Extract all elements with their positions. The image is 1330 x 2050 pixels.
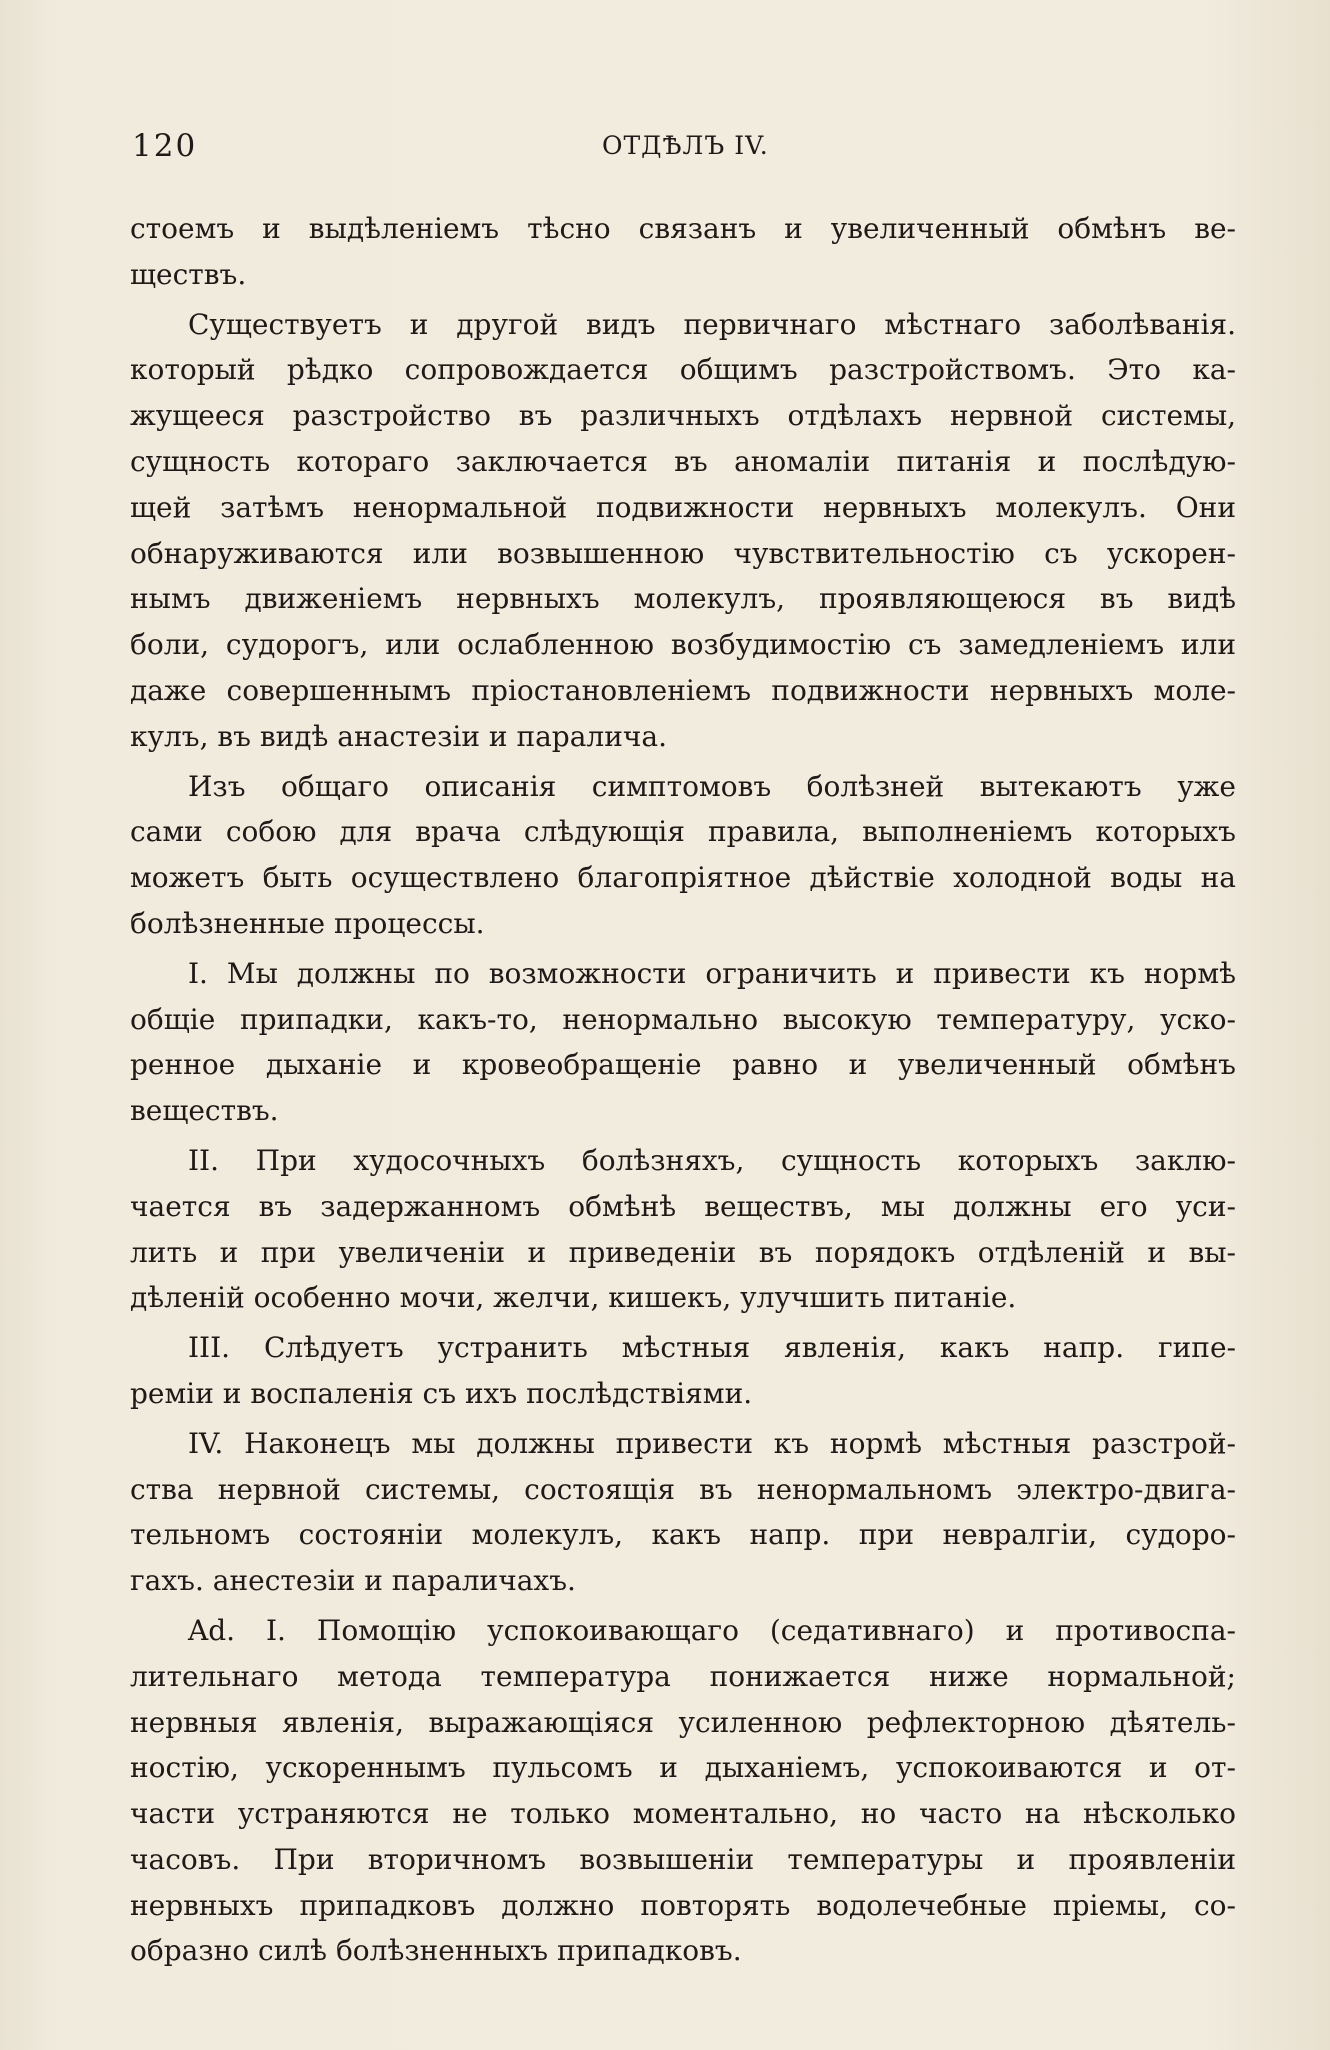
paragraph — [130, 1608, 1236, 1974]
text-line: ностію, ускореннымъ пульсомъ и дыханіемъ, успокоиваются и от- — [130, 1751, 1236, 1785]
page-body — [130, 206, 1236, 1978]
text-line: образно силѣ болѣзненныхъ припадковъ. — [130, 1934, 742, 1968]
text-line: лить и при увеличеніи и приведеніи въ порядокъ отдѣленій и вы- — [130, 1235, 1236, 1269]
paragraph — [130, 1421, 1236, 1604]
text-line: лительнаго метода температура понижается ниже нормальной; — [130, 1659, 1236, 1693]
text-line: сущность котораго заключается въ аномаліи питанія и послѣдую- — [130, 444, 1236, 478]
text-line: можетъ быть осуществлено благопріятное дѣйствіе холодной воды на — [130, 861, 1236, 895]
text-line: Существуетъ и другой видъ первичнаго мѣстнаго заболѣванія. — [188, 307, 1236, 341]
text-line: щей затѣмъ ненормальной подвижности нервныхъ молекулъ. Они — [130, 490, 1236, 524]
text-line: сами собою для врача слѣдующія правила, выполненіемъ которыхъ — [130, 815, 1236, 849]
text-line: стоемъ и выдѣленіемъ тѣсно связанъ и увеличенный обмѣнъ ве- — [130, 212, 1236, 245]
text-line: ренное дыханіе и кровеобращеніе равно и увеличенный обмѣнъ — [130, 1048, 1236, 1082]
paragraph — [130, 951, 1236, 1134]
paragraph — [130, 302, 1236, 760]
paragraph — [130, 764, 1236, 947]
text-line: нымъ движеніемъ нервныхъ молекулъ, проявляющеюся въ видѣ — [130, 582, 1236, 616]
text-line: обнаруживаются или возвышенною чувствительностію съ ускорен- — [130, 536, 1236, 570]
text-line: дѣленій особенно мочи, желчи, кишекъ, улучшить питаніе. — [130, 1281, 1017, 1315]
text-line: нервныхъ припадковъ должно повторять водолечебные пріемы, со- — [130, 1888, 1236, 1922]
text-line: кулъ, въ видѣ анастезіи и паралича. — [130, 719, 667, 753]
page-number: 120 — [132, 128, 198, 164]
text-line: III. Слѣдуетъ устранить мѣстныя явленія, какъ напр. гипе- — [188, 1331, 1236, 1365]
text-line: Изъ общаго описанія симптомовъ болѣзней вытекаютъ уже — [188, 769, 1236, 803]
text-line: Ad. I. Помощію успокоивающаго (седативнаго) и противоспа- — [188, 1613, 1236, 1647]
text-line: части устраняются не только моментально, но часто на нѣсколько — [130, 1797, 1236, 1831]
text-line: который рѣдко сопровождается общимъ разстройствомъ. Это ка- — [130, 353, 1236, 387]
text-line: II. При худосочныхъ болѣзняхъ, сущность которыхъ заклю- — [188, 1143, 1236, 1177]
paragraph — [130, 1138, 1236, 1321]
text-line: нервныя явленія, выражающіяся усиленною рефлекторною дѣятель- — [130, 1705, 1236, 1739]
text-line: гахъ. анестезіи и параличахъ. — [130, 1564, 576, 1598]
paragraph — [130, 206, 1236, 298]
text-line: даже совершеннымъ пріостановленіемъ подвижности нервныхъ моле- — [130, 673, 1236, 707]
text-line: ства нервной системы, состоящія въ ненормальномъ электро-двига- — [130, 1472, 1236, 1506]
text-line: IV. Наконецъ мы должны привести къ нормѣ мѣстныя разстрой- — [188, 1426, 1236, 1460]
text-line: чается въ задержанномъ обмѣнѣ веществъ, мы должны его уси- — [130, 1189, 1236, 1223]
text-line: боли, судорогъ, или ослабленною возбудимостію съ замедленіемъ или — [130, 628, 1236, 662]
text-line: тельномъ состояніи молекулъ, какъ напр. при невралгіи, судоро- — [130, 1518, 1236, 1552]
text-line: ществъ. — [130, 257, 247, 291]
page-header — [132, 128, 1232, 168]
text-line: болѣзненные процессы. — [130, 906, 485, 940]
text-line: I. Мы должны по возможности ограничить и привести къ нормѣ — [188, 956, 1236, 990]
text-line: веществъ. — [130, 1094, 279, 1128]
text-line: часовъ. При вторичномъ возвышеніи температуры и проявленіи — [130, 1842, 1236, 1876]
text-line: реміи и воспаленія съ ихъ послѣдствіями. — [130, 1376, 753, 1410]
text-line: общіе припадки, какъ-то, ненормально высокую температуру, уско- — [130, 1002, 1236, 1036]
text-line: жущееся разстройство въ различныхъ отдѣлахъ нервной системы, — [130, 399, 1236, 433]
running-head: ОТДѢЛЪ IV. — [602, 131, 769, 160]
paragraph — [130, 1325, 1236, 1417]
